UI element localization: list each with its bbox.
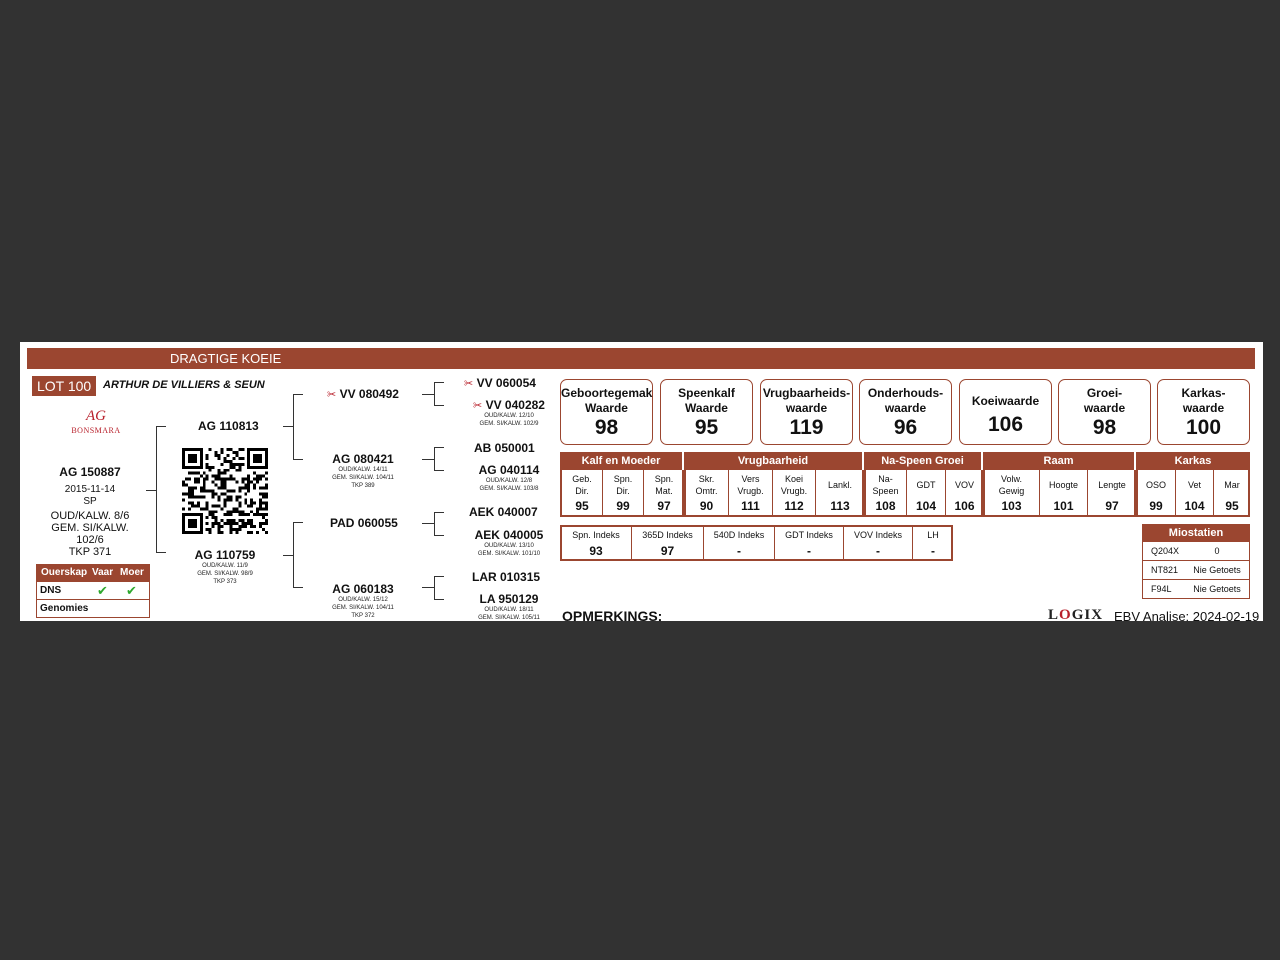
group-naspeen: [864, 470, 983, 517]
index-365d: 365D Indeks 97: [631, 527, 703, 561]
cell-gdt: GDT 104: [906, 470, 945, 515]
cell-geb-dir: Geb. Dir. 95: [572, 474, 592, 513]
gen2-dd-oud-kalw: OUD/KALW. 15/12: [338, 597, 388, 603]
pedigree-line: [434, 447, 435, 470]
gen3-sss: [464, 376, 536, 390]
gen3-ddd-oud-kalw: OUD/KALW. 18/11: [484, 607, 534, 613]
cell-hoogte: Hoogte 101: [1039, 470, 1087, 515]
title-bar: [27, 348, 1255, 369]
group-vrug-header: Vrugbaarheid: [684, 452, 862, 470]
pedigree-line: [293, 587, 303, 588]
group-kalf: [560, 470, 684, 517]
pedigree-line: [422, 523, 434, 524]
gen3-dss-id: AEK 040007: [469, 505, 538, 519]
group-vrug: [684, 470, 864, 517]
ebv-card-groei: Groei- waarde 98: [1058, 379, 1151, 445]
ebv-analysis-date: EBV Analise: 2024-02-19: [1114, 609, 1260, 621]
gen2-sd-gem-si: GEM. SI/KALW. 104/11: [332, 475, 394, 481]
cell-koei-vrugb: Koei Vrugb. 112: [772, 470, 815, 515]
ebv-card-vrugbaarheid: Vrugbaarheids- waarde 119: [760, 379, 853, 445]
gen2-dd-id: AG 060183: [332, 582, 394, 596]
pedigree-line: [293, 522, 294, 587]
check-icon: ✔: [126, 583, 137, 598]
cell-spn-mat: Spn. Mat. 97: [643, 470, 684, 515]
gen3-ssd: [464, 398, 554, 428]
gen3-ssd-oud-kalw: OUD/KALW. 12/10: [484, 413, 534, 419]
owner-name: ARTHUR DE VILLIERS & SEUN: [103, 379, 265, 391]
animal-tkp: TKP 371: [68, 546, 112, 558]
cell-vet: Vet 104: [1175, 470, 1213, 515]
miostatien-row: NT821 Nie Getoets: [1142, 561, 1250, 580]
dam-info: [180, 548, 270, 586]
group-raam-header: Raam: [983, 452, 1134, 470]
ownership-row-genomies: Genomies: [37, 599, 149, 617]
pedigree-line: [434, 576, 444, 577]
group-raam: [983, 470, 1136, 517]
gen3-sds-id: AB 050001: [474, 441, 535, 455]
animal-info: [40, 464, 140, 558]
miostatien-table: [1142, 524, 1250, 599]
gen3-dds-id: LAR 010315: [472, 570, 541, 584]
pedigree-line: [283, 426, 293, 427]
dam-tkp: TKP 373: [213, 579, 237, 585]
gen3-sdd-oud-kalw: OUD/KALW. 12/8: [485, 478, 533, 484]
animal-oud-kalw: OUD/KALW. 8/6: [50, 510, 130, 522]
dam-gem-si: GEM. SI/KALW. 98/9: [197, 571, 253, 577]
gen2-sd-id: AG 080421: [332, 452, 394, 466]
ownership-header: Ouerskap Vaar Moer: [37, 565, 149, 581]
check-icon: ✔: [97, 583, 108, 598]
pedigree-line: [422, 587, 434, 588]
remarks-label: OPMERKINGS:: [562, 608, 663, 621]
cell-mar: Mar 95: [1213, 470, 1250, 515]
gen3-dsd-oud-kalw: OUD/KALW. 13/10: [484, 543, 534, 549]
gen2-sd-oud-kalw: OUD/KALW. 14/11: [338, 467, 388, 473]
pedigree-line: [434, 576, 435, 599]
gen3-ddd-id: LA 950129: [479, 592, 539, 606]
group-karkas-header: Karkas: [1136, 452, 1250, 470]
ebv-card-onderhoud: Onderhouds- waarde 96: [859, 379, 952, 445]
index-gdt: GDT Indeks -: [774, 527, 843, 561]
gen2-dd-gem-si: GEM. SI/KALW. 104/11: [332, 605, 394, 611]
gen2-sd-tkp: TKP 389: [351, 483, 375, 489]
bonsmara-logo: AG BONSMARA: [71, 408, 121, 435]
dam-id: AG 110759: [194, 548, 256, 562]
pedigree-line: [293, 394, 294, 459]
cell-spn-dir: Spn. Dir. 99: [602, 470, 643, 515]
gen2-dd: [318, 582, 408, 620]
cell-lankl: Lankl. 113: [815, 470, 864, 515]
cell-skr-omtr: Skr. Omtr. 90: [695, 474, 718, 513]
pedigree-line: [434, 382, 444, 383]
animal-dob: 2015-11-14: [64, 484, 116, 495]
pedigree-line: [283, 555, 293, 556]
ebv-card-speenkalf: Speenkalf Waarde 95: [660, 379, 753, 445]
animal-sex: SP: [83, 496, 97, 507]
gen3-sss-id: VV 060054: [476, 376, 536, 390]
cell-oso: OSO 99: [1145, 480, 1166, 513]
pedigree-line: [434, 512, 435, 535]
animal-gem-si: GEM. SI/KALW. 102/6: [51, 522, 129, 546]
pedigree-line: [434, 382, 435, 405]
pedigree-line: [422, 394, 434, 395]
pedigree-line: [434, 470, 444, 471]
gen2-ds-id: PAD 060055: [330, 516, 398, 530]
index-table: [560, 525, 953, 561]
pedigree-line: [293, 394, 303, 395]
gen3-dsd-id: AEK 040005: [474, 528, 544, 542]
pedigree-line: [156, 426, 157, 552]
animal-id: AG 150887: [59, 465, 121, 479]
gen2-ss-id: VV 080492: [339, 387, 399, 401]
gen3-ssd-gem-si: GEM. SI/KALW. 102/9: [479, 421, 539, 427]
group-kalf-header: Kalf en Moeder: [560, 452, 682, 470]
miostatien-row: F94L Nie Getoets: [1142, 580, 1250, 599]
scissor-mark-icon: ✂: [464, 378, 474, 390]
gen2-dd-tkp: TKP 372: [351, 613, 375, 619]
gen3-dsd: [464, 528, 554, 558]
qr-code-icon[interactable]: [182, 448, 268, 534]
gen3-ssd-id: VV 040282: [485, 398, 545, 412]
pedigree-line: [434, 447, 444, 448]
pedigree-line: [434, 599, 444, 600]
gen3-sdd: [464, 463, 554, 493]
gen3-dsd-gem-si: GEM. SI/KALW. 101/10: [477, 551, 541, 557]
pedigree-line: [156, 426, 166, 427]
cell-na-speen: Na- Speen 108: [872, 474, 899, 513]
ebv-card-karkas: Karkas- waarde 100: [1157, 379, 1250, 445]
pedigree-line: [434, 512, 444, 513]
index-540d: 540D Indeks -: [703, 527, 774, 561]
pedigree-line: [434, 535, 444, 536]
ownership-table: [36, 564, 150, 618]
index-vov: VOV Indeks -: [843, 527, 912, 561]
cell-lengte: Lengte 97: [1087, 470, 1136, 515]
pedigree-line: [146, 490, 156, 491]
lot-badge: LOT 100: [32, 376, 96, 396]
ebv-card-geboortegemak: Geboortegemak Waarde 98: [560, 379, 653, 445]
miostatien-row: Q204X 0: [1142, 542, 1250, 561]
gen3-ddd-gem-si: GEM. SI/KALW. 105/11: [478, 615, 540, 621]
gen3-ddd: [464, 592, 554, 621]
lot-card: [20, 342, 1263, 621]
cell-vers-vrugb: Vers Vrugb. 111: [728, 470, 772, 515]
page-title: DRAGTIGE KOEIE: [170, 351, 282, 366]
pedigree-line: [434, 405, 444, 406]
index-lh: LH -: [912, 527, 953, 561]
index-spn: Spn. Indeks 93: [572, 530, 620, 558]
pedigree-line: [293, 522, 303, 523]
sire-id: AG 110813: [198, 419, 259, 433]
gen3-sdd-gem-si: GEM. SI/KALW. 103/8: [479, 486, 539, 492]
cell-vov: VOV 106: [945, 470, 983, 515]
pedigree-line: [422, 459, 434, 460]
gen2-ss: [327, 387, 399, 401]
scissor-mark-icon: ✂: [327, 389, 337, 401]
group-karkas: [1136, 470, 1250, 517]
pedigree-line: [293, 459, 303, 460]
miostatien-header: Miostatien: [1142, 524, 1250, 542]
gen3-sdd-id: AG 040114: [478, 463, 540, 477]
logix-logo: LOGIX: [1048, 607, 1104, 621]
ownership-row-dns: DNS ✔ ✔: [37, 581, 149, 599]
ebv-card-koeiwaarde: Koeiwaarde 106: [959, 379, 1052, 445]
pedigree-line: [156, 552, 166, 553]
cell-volw-gewig: Volw. Gewig 103: [998, 474, 1025, 513]
dam-oud-kalw: OUD/KALW. 11/9: [202, 563, 248, 569]
scissor-mark-icon: ✂: [473, 400, 483, 412]
group-naspeen-header: Na-Speen Groei: [864, 452, 981, 470]
gen2-sd: [318, 452, 408, 490]
